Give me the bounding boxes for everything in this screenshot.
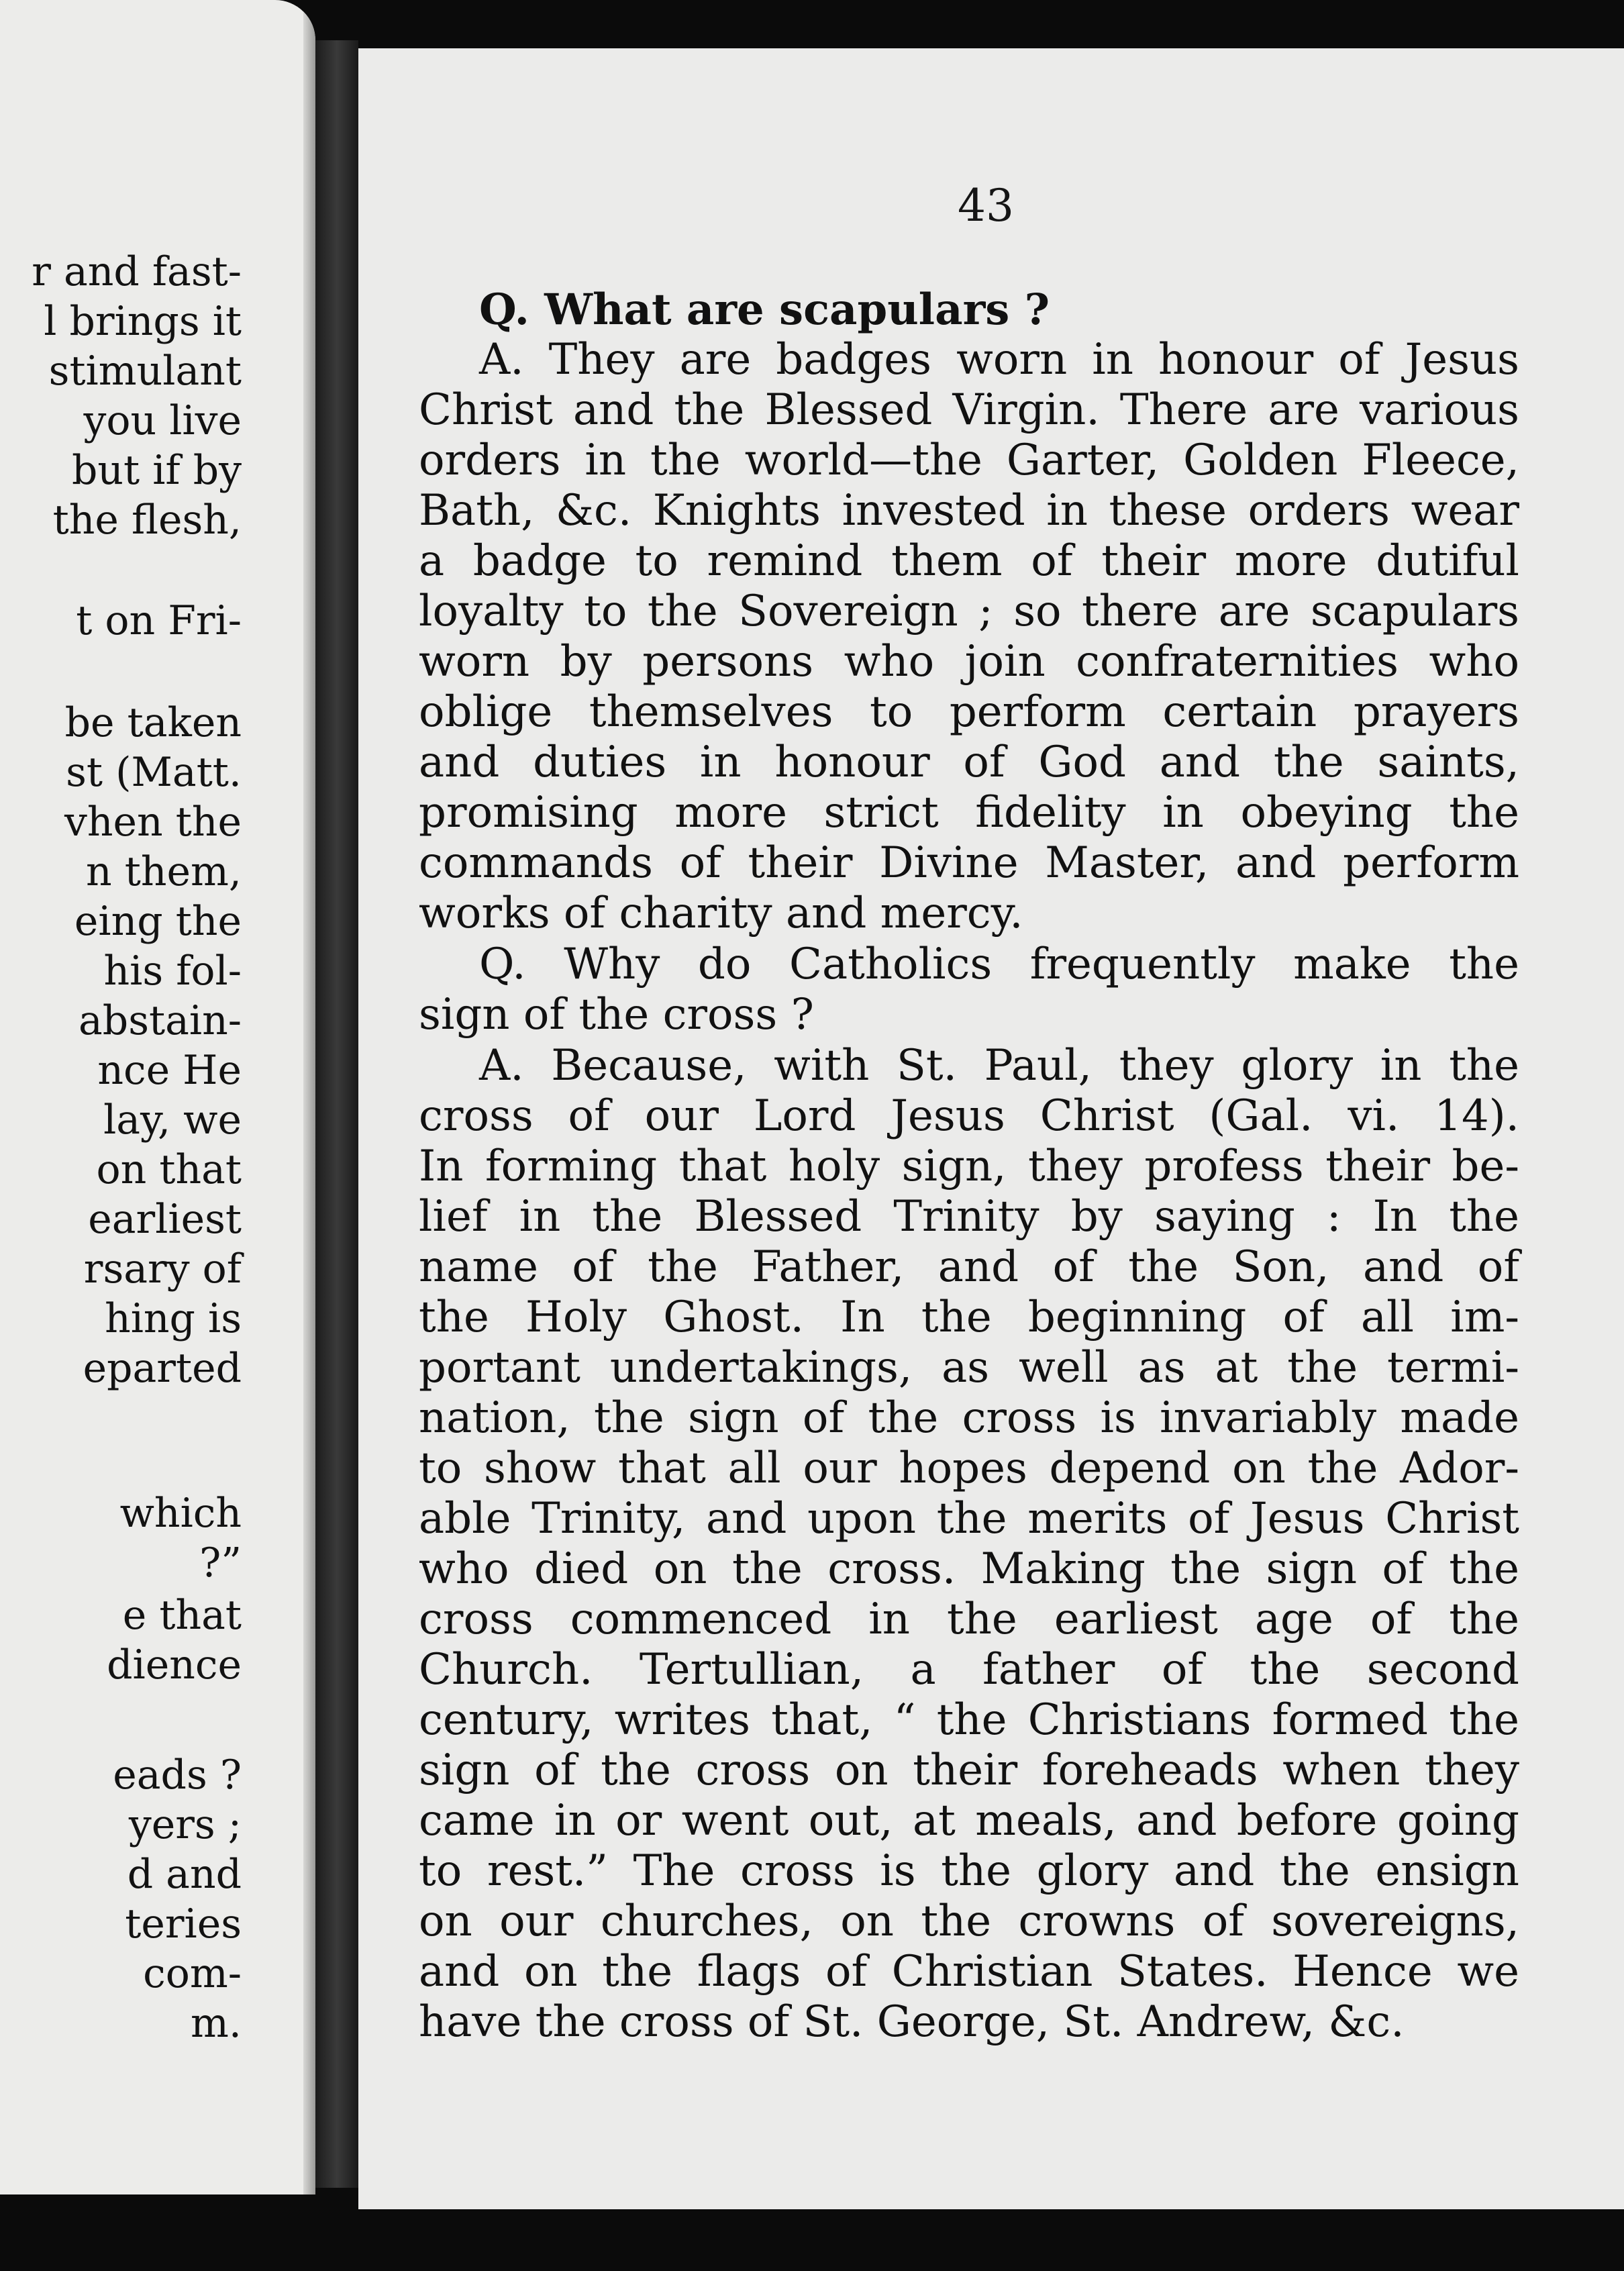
page-curl-shadow [303,0,315,2194]
left-line: ?” [199,1540,242,1586]
text-line: name of the Father, and of the Son, and of [419,1242,1519,1292]
text-line: cross of our Lord Jesus Christ (Gal. vi. 14). [419,1091,1519,1141]
text-line: works of charity and mercy. [419,889,1023,938]
left-line: e that [122,1592,242,1639]
left-line: lay, we [103,1097,242,1144]
text-line: lief in the Blessed Trinity by saying : In the [419,1192,1519,1242]
page-number: 43 [958,180,1014,232]
text-line: have the cross of St. George, St. Andrew, &c. [419,1997,1405,2047]
book-gutter [315,40,358,2188]
left-line: abstain- [79,997,242,1044]
left-line: yers ; [128,1801,242,1848]
text-line: Church. Tertullian, a father of the second [419,1645,1519,1695]
text-line: the Holy Ghost. In the beginning of all im- [419,1293,1519,1342]
text-line: Bath, &c. Knights invested in these orders wear [419,486,1519,536]
left-line: d and [127,1851,242,1898]
text-line: who died on the cross. Making the sign of the [419,1544,1519,1594]
left-line: on that [96,1146,242,1193]
text-line: and duties in honour of God and the saints, [419,738,1519,787]
right-page [358,48,1624,2209]
left-page-fragment [0,0,315,2194]
left-line: the flesh, [52,497,242,544]
text-line: to show that all our hopes depend on the Ador- [419,1444,1519,1493]
left-line: n them, [86,848,242,895]
left-line: com- [143,1950,242,1997]
left-line: st (Matt. [66,749,242,796]
left-line: which [119,1490,242,1537]
text-line: nation, the sign of the cross is invariably made [419,1393,1519,1443]
text-line: able Trinity, and upon the merits of Jesus Christ [419,1494,1519,1544]
left-line: you live [83,397,242,444]
left-line: t on Fri- [76,597,242,644]
text-line: century, writes that, “ the Christians formed the [419,1695,1519,1745]
text-line: on our churches, on the crowns of sovereigns, [419,1897,1519,1946]
left-line: nce He [97,1047,242,1094]
question-line: Q. Why do Catholics frequently make the [479,940,1519,989]
text-line: portant undertakings, as well as at the termi- [419,1343,1519,1393]
text-line: a badge to remind them of their more dutiful [419,536,1519,586]
left-line: r and fast- [32,248,242,295]
left-line: his fol- [103,948,242,995]
text-line: worn by persons who join confraternities who [419,637,1519,687]
text-line: loyalty to the Sovereign ; so there are scapulars [419,587,1519,636]
left-line: hing is [105,1295,242,1342]
text-line: In forming that holy sign, they profess their be- [419,1142,1519,1191]
left-line: rsary of [83,1246,242,1293]
text-line: commands of their Divine Master, and perform [419,838,1519,888]
left-line: teries [125,1901,242,1948]
left-line: dience [107,1642,242,1688]
left-line: be taken [64,699,242,746]
text-line: came in or went out, at meals, and before going [419,1796,1519,1846]
text-line: cross commenced in the earliest age of the [419,1595,1519,1644]
left-line: eparted [83,1345,242,1392]
left-line: vhen the [64,799,242,846]
text-line: Christ and the Blessed Virgin. There are various [419,385,1519,435]
left-line: eads ? [113,1752,242,1799]
left-line: earliest [88,1196,242,1243]
text-line: and on the flags of Christian States. Hence we [419,1947,1519,1997]
question-line: Q. What are scapulars ? [479,285,1050,335]
left-line: eing the [74,898,242,945]
left-line: stimulant [48,348,242,395]
text-line: to rest.” The cross is the glory and the ensign [419,1846,1519,1896]
text-line: sign of the cross on their foreheads when they [419,1746,1519,1795]
answer-line: A. Because, with St. Paul, they glory in the [479,1041,1519,1091]
text-line: A. They are badges worn in honour of Jesus [479,335,1519,385]
left-line: m. [191,2000,242,2047]
text-line: orders in the world—the Garter, Golden Fleece, [419,436,1519,485]
left-line: l brings it [44,298,242,345]
text-line: oblige themselves to perform certain prayers [419,687,1519,737]
text-line: sign of the cross ? [419,990,814,1040]
text-line: promising more strict fidelity in obeying the [419,788,1519,838]
left-line: but if by [71,447,242,494]
